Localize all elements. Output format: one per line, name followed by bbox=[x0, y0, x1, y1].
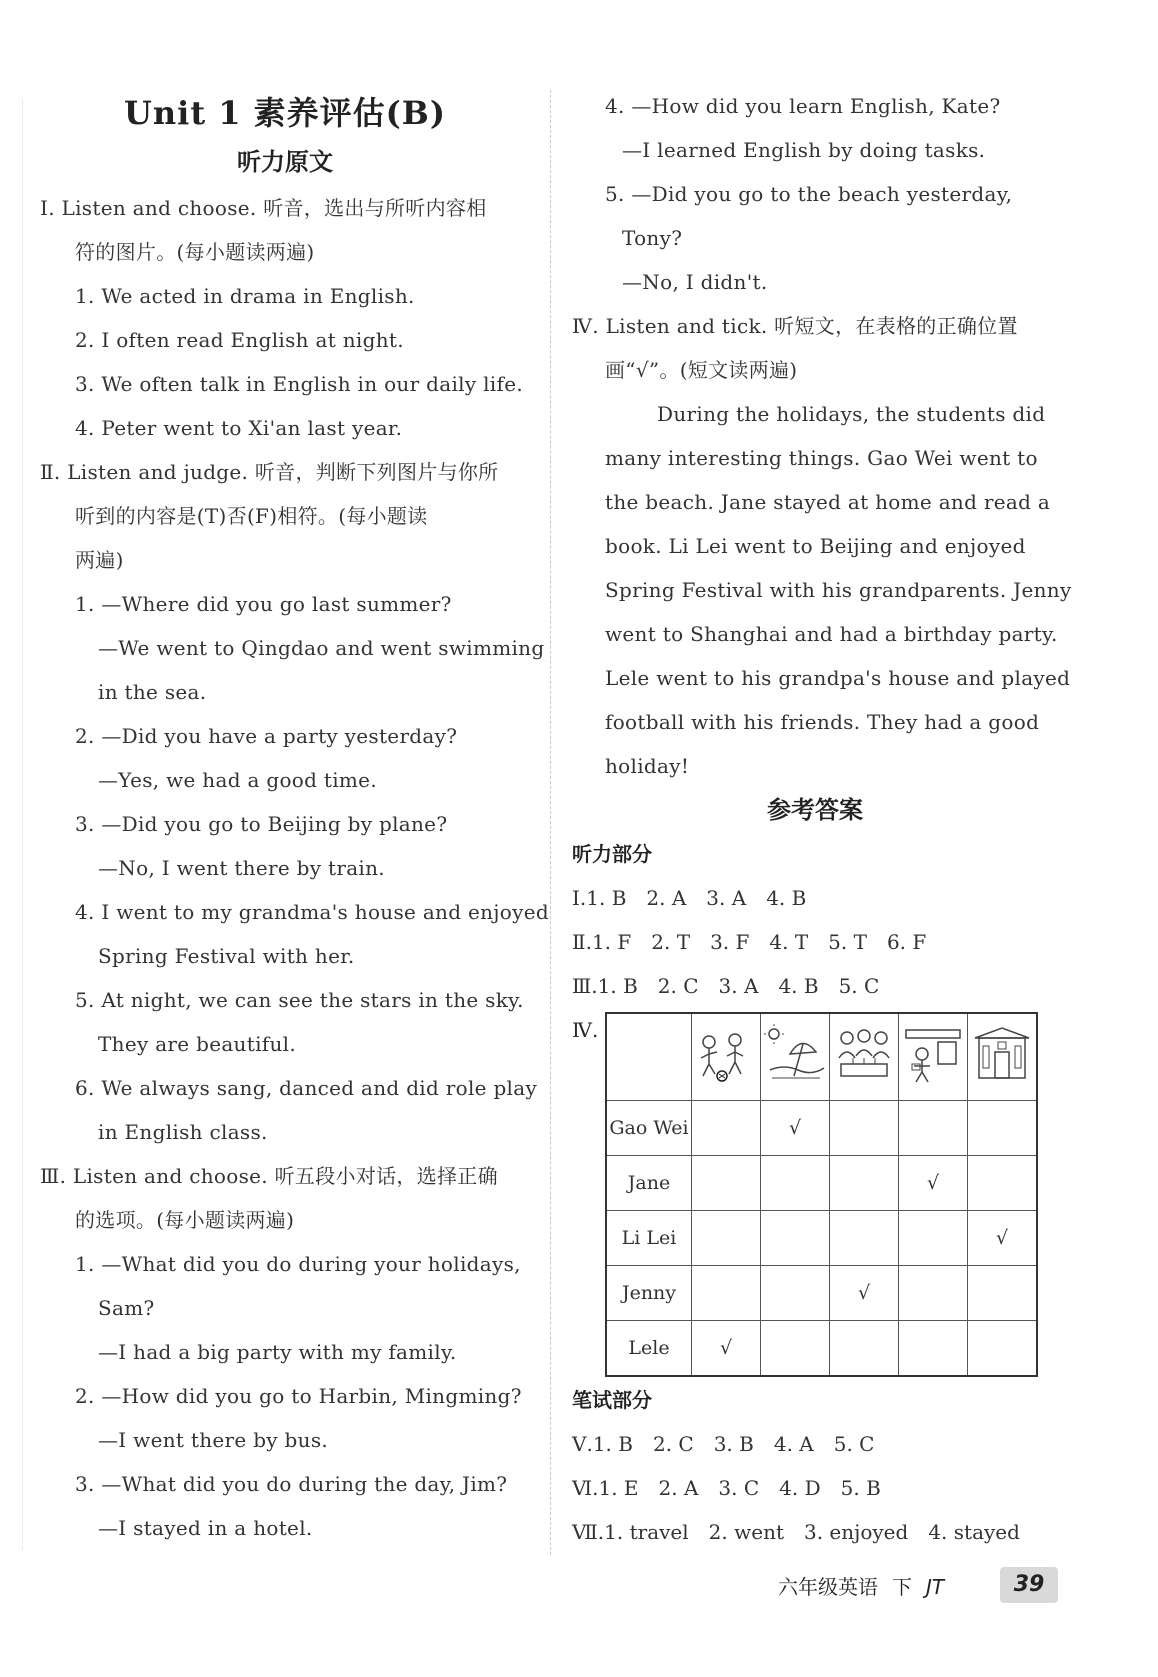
dialogue-line: 4. —How did you learn English, Kate? bbox=[605, 94, 1001, 118]
list-item: 6. We always sang, danced and did role play bbox=[75, 1076, 538, 1100]
dialogue-line: Tony? bbox=[622, 226, 683, 250]
table-cell bbox=[761, 1156, 830, 1211]
dialogue-line: —I went there by bus. bbox=[98, 1428, 329, 1452]
tick-mark: √ bbox=[830, 1266, 899, 1321]
answer-value: 1. F bbox=[591, 930, 632, 954]
table-row bbox=[606, 1266, 1037, 1321]
passage-line: Lele went to his grandpa's house and played bbox=[605, 666, 1071, 690]
table-cell bbox=[692, 1156, 761, 1211]
answer-value: 6. F bbox=[886, 930, 927, 954]
list-item: Spring Festival with her. bbox=[98, 944, 355, 968]
dialogue-line: 3. —Did you go to Beijing by plane? bbox=[75, 812, 448, 836]
dialogue-line: —No, I went there by train. bbox=[98, 856, 385, 880]
answer-value: 5. B bbox=[840, 1476, 881, 1500]
answer-section-num: Ⅶ. bbox=[572, 1520, 605, 1544]
section-2-instructions: 两遍) bbox=[75, 548, 124, 572]
answers-title: 参考答案 bbox=[767, 796, 863, 824]
passage-line: went to Shanghai and had a birthday party. bbox=[605, 622, 1058, 646]
answer-row-2 bbox=[572, 920, 1058, 964]
table-image-cell bbox=[899, 1013, 968, 1101]
table-image-cell bbox=[692, 1013, 761, 1101]
dialogue-line: in the sea. bbox=[98, 680, 207, 704]
list-item: They are beautiful. bbox=[98, 1032, 297, 1056]
footer-volume: 下 bbox=[892, 1575, 912, 1599]
dialogue-line: 5. —Did you go to the beach yesterday, bbox=[605, 182, 1013, 206]
dialogue-line: Sam? bbox=[98, 1296, 155, 1320]
list-item: 1. We acted in drama in English. bbox=[75, 284, 415, 308]
table-cell bbox=[761, 1321, 830, 1377]
reading-at-home-icon bbox=[902, 1024, 964, 1086]
answer-section-num: Ⅵ. bbox=[572, 1476, 599, 1500]
section-1-instructions: 符的图片。(每小题读两遍) bbox=[75, 240, 315, 264]
row-name: Lele bbox=[606, 1321, 692, 1377]
answer-value: 1. E bbox=[598, 1476, 639, 1500]
table-cell bbox=[968, 1101, 1038, 1156]
answer-value: 2. T bbox=[651, 930, 691, 954]
answer-section-num: Ⅰ. bbox=[572, 886, 587, 910]
table-header-row bbox=[606, 1013, 1037, 1101]
passage-line: the beach. Jane stayed at home and read a bbox=[605, 490, 1051, 514]
dialogue-line: 3. —What did you do during the day, Jim? bbox=[75, 1472, 508, 1496]
table-row bbox=[606, 1156, 1037, 1211]
table-cell bbox=[899, 1211, 968, 1266]
answer-value: 4. B bbox=[778, 974, 819, 998]
dialogue-line: 1. —Where did you go last summer? bbox=[75, 592, 452, 616]
dialogue-line: —No, I didn't. bbox=[622, 270, 768, 294]
table-cell bbox=[968, 1156, 1038, 1211]
answer-value: 4. B bbox=[766, 886, 807, 910]
answer-value: 4. A bbox=[773, 1432, 814, 1456]
football-icon bbox=[695, 1024, 757, 1086]
tick-mark: √ bbox=[899, 1156, 968, 1211]
footer bbox=[778, 1570, 958, 1604]
spring-festival-icon bbox=[971, 1024, 1033, 1086]
passage-line: holiday! bbox=[605, 754, 690, 778]
table-cell bbox=[761, 1211, 830, 1266]
answer-value: 3. enjoyed bbox=[803, 1520, 909, 1544]
section-3-instructions: 的选项。(每小题读两遍) bbox=[75, 1208, 295, 1232]
answer-row-1 bbox=[572, 876, 1058, 920]
table-row bbox=[606, 1101, 1037, 1156]
answer-value: 4. T bbox=[769, 930, 809, 954]
tick-mark: √ bbox=[692, 1321, 761, 1377]
table-image-cell bbox=[968, 1013, 1038, 1101]
dialogue-line: —Yes, we had a good time. bbox=[98, 768, 377, 792]
listening-part-heading: 听力部分 bbox=[572, 842, 652, 866]
answer-row-5 bbox=[572, 1422, 1058, 1466]
table-image-cell bbox=[761, 1013, 830, 1101]
list-item: 5. At night, we can see the stars in the sky. bbox=[75, 988, 524, 1012]
section-1-title: Ⅰ. Listen and choose. 听音，选出与所听内容相 bbox=[40, 196, 487, 220]
table-cell bbox=[899, 1321, 968, 1377]
tick-mark: √ bbox=[761, 1101, 830, 1156]
table-corner bbox=[606, 1013, 692, 1101]
answer-row-3 bbox=[572, 964, 1058, 1008]
answer-value: 4. D bbox=[779, 1476, 821, 1500]
table-row bbox=[606, 1321, 1037, 1377]
writing-part-heading: 笔试部分 bbox=[572, 1388, 652, 1412]
section-subtitle: 听力原文 bbox=[237, 148, 333, 176]
table-section-num: Ⅳ. bbox=[572, 1018, 599, 1042]
table-cell bbox=[899, 1266, 968, 1321]
dialogue-line: —I had a big party with my family. bbox=[98, 1340, 457, 1364]
answer-value: 5. C bbox=[838, 974, 880, 998]
list-item: 4. Peter went to Xi'an last year. bbox=[75, 416, 403, 440]
answer-value: 2. C bbox=[657, 974, 699, 998]
dialogue-line: 2. —How did you go to Harbin, Mingming? bbox=[75, 1384, 522, 1408]
table-cell bbox=[692, 1211, 761, 1266]
answer-value: 3. F bbox=[710, 930, 750, 954]
answer-section-num: Ⅴ. bbox=[572, 1432, 593, 1456]
section-3-title: Ⅲ. Listen and choose. 听五段小对话，选择正确 bbox=[40, 1164, 498, 1188]
tick-mark: √ bbox=[968, 1211, 1038, 1266]
passage-line: Spring Festival with his grandparents. Jenny bbox=[605, 578, 1072, 602]
list-item: 2. I often read English at night. bbox=[75, 328, 404, 352]
answer-value: 3. C bbox=[718, 1476, 760, 1500]
table-cell bbox=[692, 1266, 761, 1321]
list-item: 4. I went to my grandma's house and enjoyed bbox=[75, 900, 549, 924]
tick-table-block bbox=[572, 1008, 1058, 1378]
answer-value: 3. A bbox=[706, 886, 747, 910]
answer-value: 2. went bbox=[708, 1520, 784, 1544]
section-2-instructions: 听到的内容是(T)否(F)相符。(每小题读 bbox=[75, 504, 428, 528]
row-name: Gao Wei bbox=[606, 1101, 692, 1156]
row-name: Li Lei bbox=[606, 1211, 692, 1266]
tick-table bbox=[605, 1012, 1038, 1377]
section-4-instructions: 画“√”。(短文读两遍) bbox=[605, 358, 798, 382]
row-name: Jane bbox=[606, 1156, 692, 1211]
answer-row-7 bbox=[572, 1510, 1058, 1554]
answer-value: 2. C bbox=[652, 1432, 694, 1456]
table-row bbox=[606, 1211, 1037, 1266]
passage-line: book. Li Lei went to Beijing and enjoyed bbox=[605, 534, 1026, 558]
answer-value: 1. B bbox=[592, 1432, 633, 1456]
answer-value: 3. A bbox=[718, 974, 759, 998]
right-column bbox=[572, 84, 1072, 1554]
page-number: 39 bbox=[1000, 1567, 1058, 1603]
answer-value: 3. B bbox=[713, 1432, 754, 1456]
dialogue-line: —We went to Qingdao and went swimming bbox=[98, 636, 545, 660]
dialogue-line: —I stayed in a hotel. bbox=[98, 1516, 313, 1540]
table-cell bbox=[968, 1266, 1038, 1321]
family-party-icon bbox=[833, 1024, 895, 1086]
answer-value: 2. A bbox=[658, 1476, 699, 1500]
answer-value: 1. B bbox=[597, 974, 638, 998]
left-column bbox=[40, 90, 549, 1550]
footer-book: 六年级英语 bbox=[778, 1575, 878, 1599]
list-item: in English class. bbox=[98, 1120, 268, 1144]
dialogue-line: 2. —Did you have a party yesterday? bbox=[75, 724, 458, 748]
answer-section-num: Ⅱ. bbox=[572, 930, 592, 954]
table-cell bbox=[899, 1101, 968, 1156]
beach-icon bbox=[764, 1024, 826, 1086]
section-4-title: Ⅳ. Listen and tick. 听短文，在表格的正确位置 bbox=[572, 314, 1018, 338]
dialogue-line: 1. —What did you do during your holidays, bbox=[75, 1252, 521, 1276]
table-cell bbox=[830, 1101, 899, 1156]
table-cell bbox=[968, 1321, 1038, 1377]
answer-row-6 bbox=[572, 1466, 1058, 1510]
passage-line: football with his friends. They had a good bbox=[605, 710, 1040, 734]
table-cell bbox=[830, 1321, 899, 1377]
answer-value: 1. B bbox=[586, 886, 627, 910]
section-2-title: Ⅱ. Listen and judge. 听音，判断下列图片与你所 bbox=[40, 460, 499, 484]
scan-edge bbox=[22, 100, 23, 1550]
row-name: Jenny bbox=[606, 1266, 692, 1321]
passage-line: During the holidays, the students did bbox=[657, 402, 1046, 426]
answer-value: 1. travel bbox=[604, 1520, 689, 1544]
table-cell bbox=[830, 1156, 899, 1211]
dialogue-line: —I learned English by doing tasks. bbox=[622, 138, 986, 162]
table-image-cell bbox=[830, 1013, 899, 1101]
table-cell bbox=[692, 1101, 761, 1156]
column-divider bbox=[550, 90, 551, 1555]
answer-value: 5. C bbox=[833, 1432, 875, 1456]
answer-value: 4. stayed bbox=[928, 1520, 1020, 1544]
footer-edition: JT bbox=[926, 1575, 945, 1599]
list-item: 3. We often talk in English in our daily life. bbox=[75, 372, 523, 396]
passage-line: many interesting things. Gao Wei went to bbox=[605, 446, 1038, 470]
table-cell bbox=[761, 1266, 830, 1321]
table-cell bbox=[830, 1211, 899, 1266]
answer-value: 5. T bbox=[828, 930, 867, 954]
answer-value: 2. A bbox=[646, 886, 687, 910]
page-title: Unit 1 素养评估(B) bbox=[124, 94, 446, 132]
answer-section-num: Ⅲ. bbox=[572, 974, 598, 998]
